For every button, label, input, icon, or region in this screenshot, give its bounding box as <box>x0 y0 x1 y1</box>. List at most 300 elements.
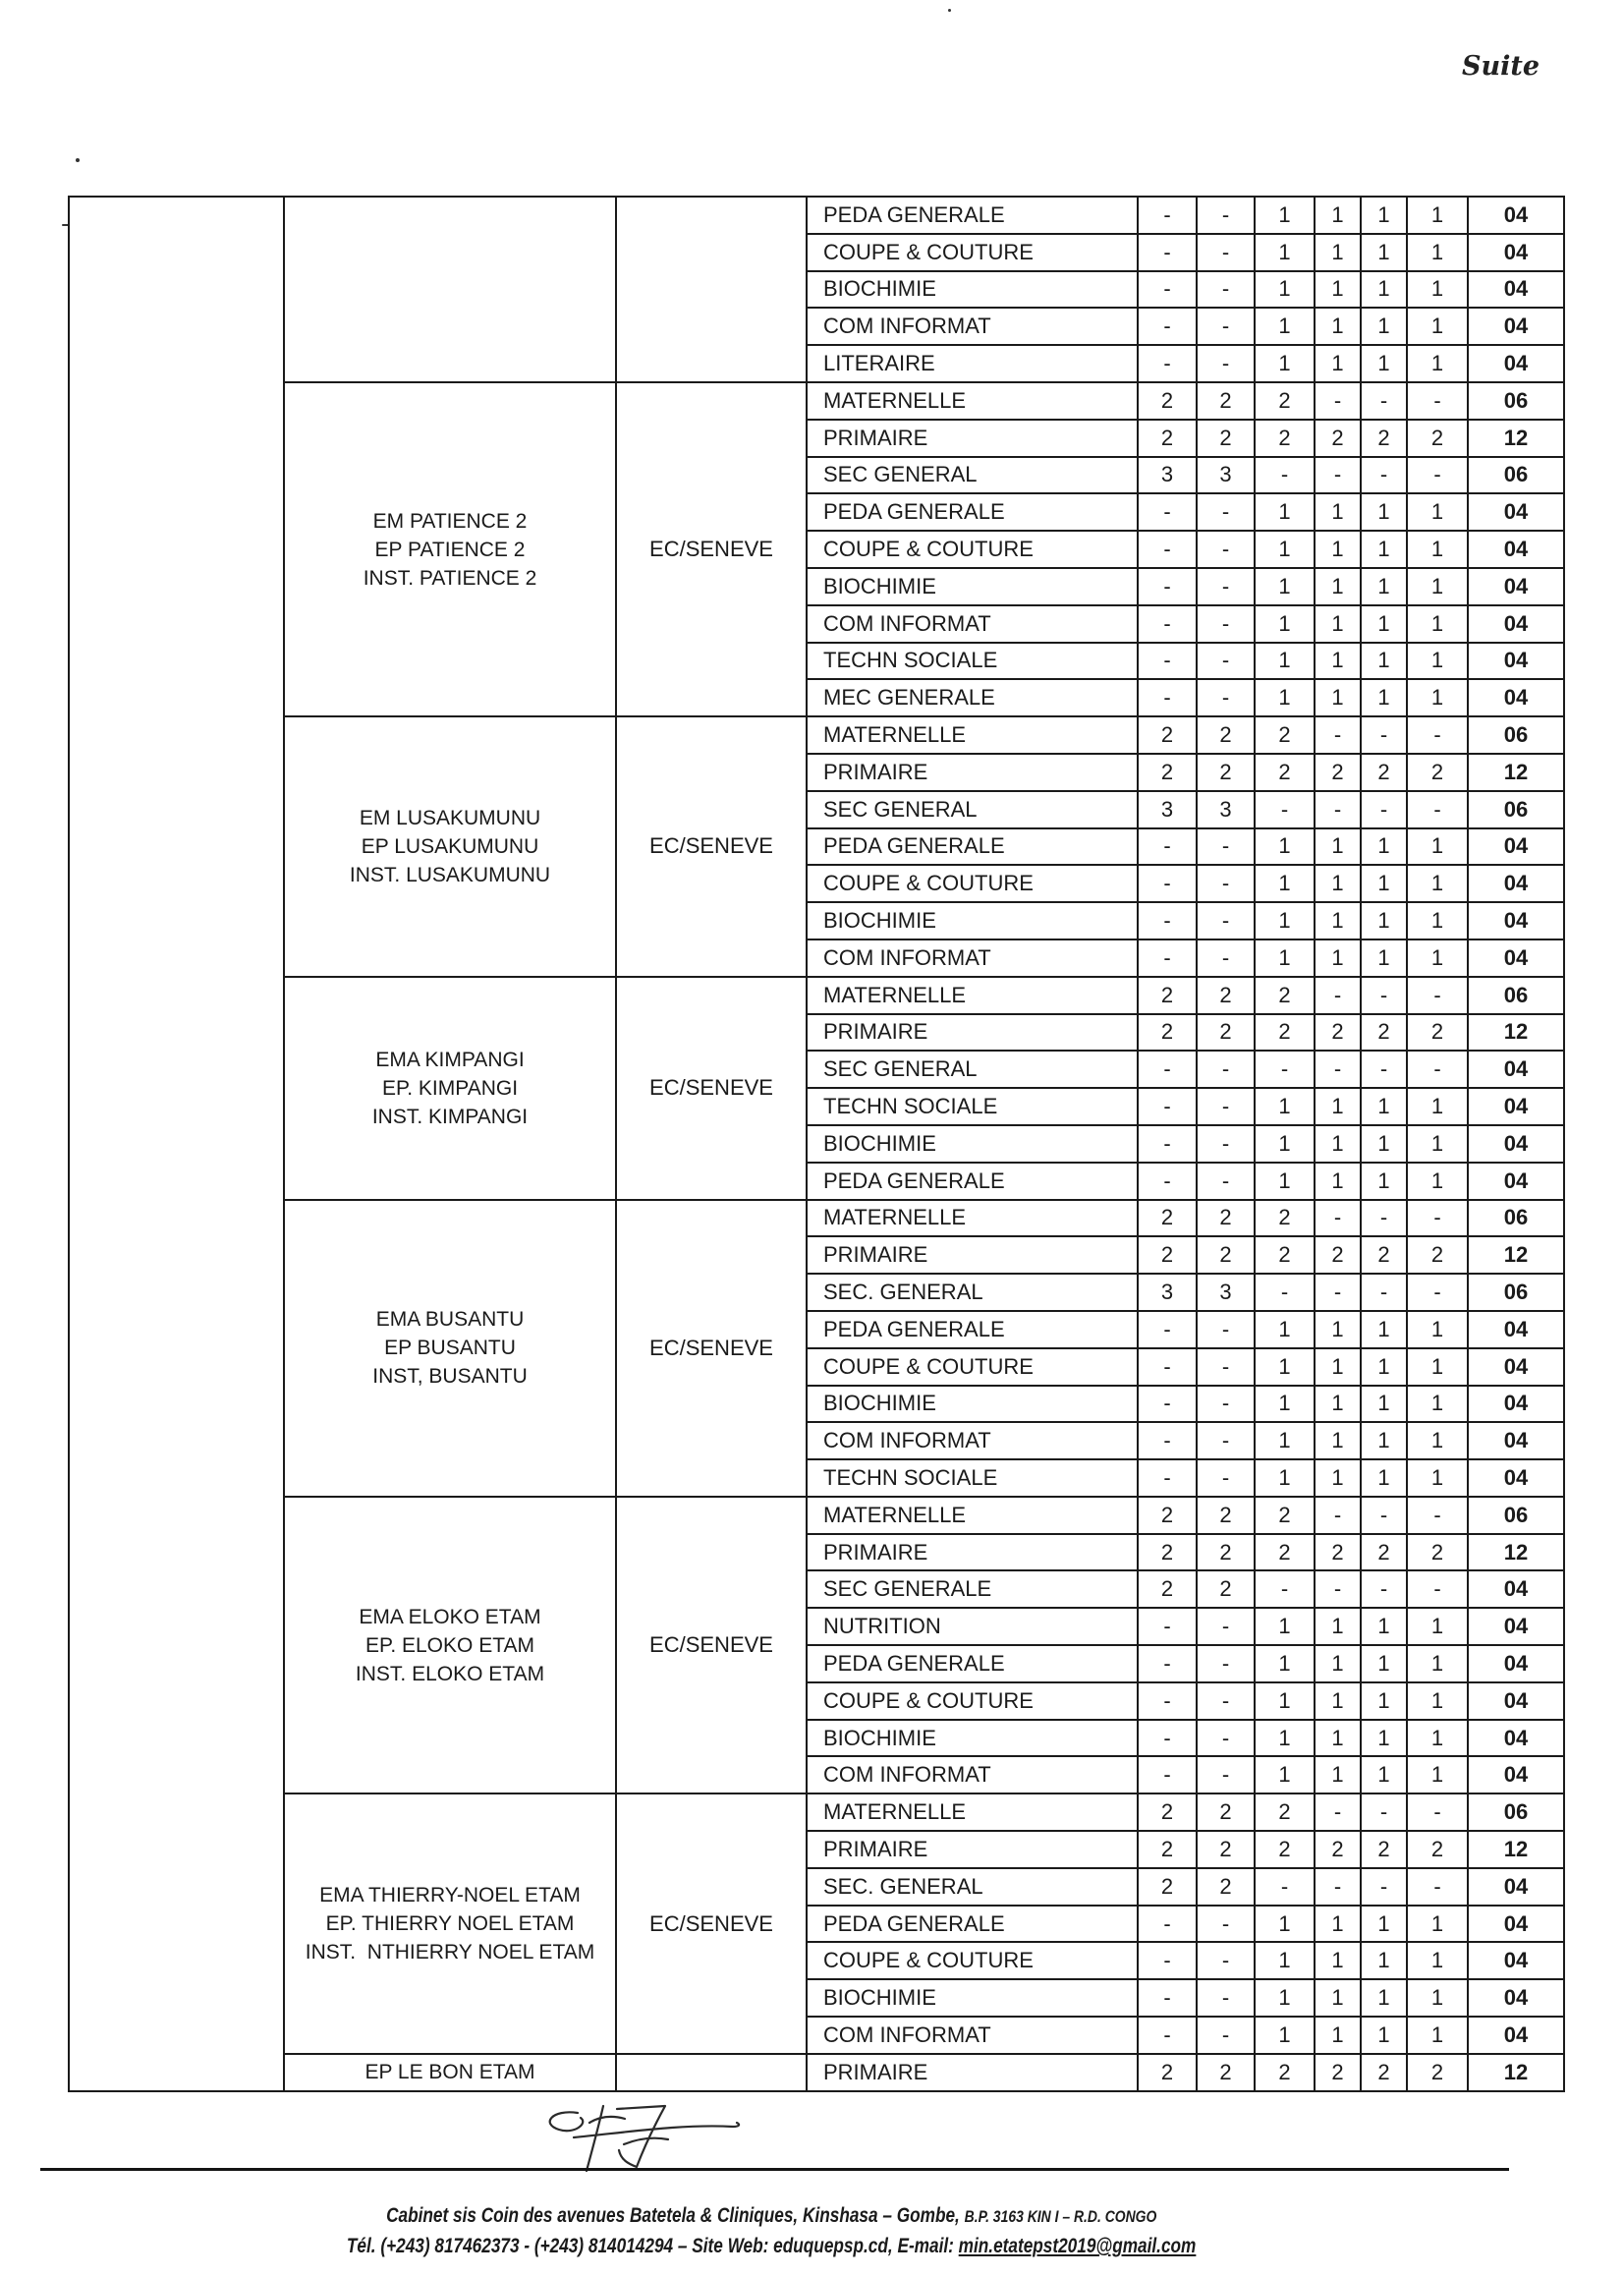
staffing-table <box>68 196 1565 2092</box>
total-cell: 06 <box>1468 1200 1564 1237</box>
class-count-cell: 1 <box>1315 531 1361 568</box>
total-cell: 04 <box>1468 1051 1564 1088</box>
school-name: EP. KIMPANGI <box>381 1076 519 1100</box>
email-address: min.etatepst2019@gmail.com <box>958 2235 1197 2257</box>
class-count-cell: 2 <box>1407 1831 1468 1868</box>
class-count-cell: 2 <box>1255 754 1315 791</box>
total-cell: 04 <box>1468 939 1564 977</box>
class-count-cell: - <box>1315 1868 1361 1906</box>
class-count-cell: - <box>1197 1459 1255 1497</box>
total-cell: 04 <box>1468 1906 1564 1943</box>
school-name: INST. PATIENCE 2 <box>363 566 537 590</box>
total-cell: 04 <box>1468 308 1564 345</box>
total-cell: 04 <box>1468 1125 1564 1163</box>
total-cell: 04 <box>1468 902 1564 939</box>
class-count-cell: - <box>1407 382 1468 420</box>
table-row <box>69 2054 1564 2091</box>
class-count-cell: - <box>1197 902 1255 939</box>
class-count-cell: - <box>1255 791 1315 828</box>
class-count-cell: 1 <box>1315 1979 1361 2017</box>
class-count-cell: 1 <box>1255 1088 1315 1125</box>
class-count-cell: - <box>1315 1570 1361 1608</box>
class-count-cell: - <box>1255 1051 1315 1088</box>
class-count-cell: 1 <box>1361 865 1407 902</box>
total-cell: 06 <box>1468 977 1564 1014</box>
total-cell: 04 <box>1468 493 1564 531</box>
school-names-cell <box>284 977 616 1200</box>
class-count-cell: - <box>1255 1868 1315 1906</box>
option-cell: BIOCHIMIE <box>807 1979 1138 2017</box>
class-count-cell: 2 <box>1315 2054 1361 2091</box>
class-count-cell: - <box>1407 1200 1468 1237</box>
total-cell: 04 <box>1468 1682 1564 1720</box>
class-count-cell: 2 <box>1197 382 1255 420</box>
school-name: EP LUSAKUMUNU <box>361 834 539 858</box>
class-count-cell: 1 <box>1361 308 1407 345</box>
class-count-cell: - <box>1138 828 1197 866</box>
option-cell: SEC GENERAL <box>807 791 1138 828</box>
class-count-cell: 2 <box>1315 1014 1361 1052</box>
class-count-cell: 1 <box>1407 1942 1468 1979</box>
class-count-cell: 1 <box>1407 1163 1468 1200</box>
class-count-cell: 1 <box>1361 1720 1407 1757</box>
class-count-cell: 1 <box>1315 865 1361 902</box>
class-count-cell: 2 <box>1361 1831 1407 1868</box>
class-count-cell: 1 <box>1255 1756 1315 1793</box>
total-cell: 04 <box>1468 1942 1564 1979</box>
class-count-cell: 2 <box>1315 420 1361 457</box>
option-cell: PEDA GENERALE <box>807 1163 1138 1200</box>
school-name: EMA ELOKO ETAM <box>359 1605 541 1628</box>
class-count-cell: 1 <box>1255 605 1315 643</box>
school-name: EMA BUSANTU <box>375 1308 525 1332</box>
class-count-cell: 2 <box>1255 1534 1315 1571</box>
class-count-cell: - <box>1138 865 1197 902</box>
class-count-cell: - <box>1197 1645 1255 1682</box>
class-count-cell: 1 <box>1407 1088 1468 1125</box>
class-count-cell: - <box>1138 679 1197 716</box>
class-count-cell: 1 <box>1315 1311 1361 1348</box>
class-count-cell: 1 <box>1361 1682 1407 1720</box>
class-count-cell: 1 <box>1361 828 1407 866</box>
class-count-cell: 1 <box>1255 1906 1315 1943</box>
class-count-cell: 1 <box>1407 493 1468 531</box>
option-cell: PRIMAIRE <box>807 1534 1138 1571</box>
class-count-cell: - <box>1138 1088 1197 1125</box>
class-count-cell: 3 <box>1138 791 1197 828</box>
total-cell: 04 <box>1468 1645 1564 1682</box>
total-cell: 04 <box>1468 531 1564 568</box>
class-count-cell: - <box>1407 1274 1468 1311</box>
class-count-cell: 2 <box>1361 754 1407 791</box>
school-name: INST. KIMPANGI <box>371 1105 529 1128</box>
class-count-cell: 1 <box>1315 1608 1361 1645</box>
class-count-cell: 1 <box>1361 902 1407 939</box>
class-count-cell: 1 <box>1407 1386 1468 1423</box>
option-cell: COUPE & COUTURE <box>807 1682 1138 1720</box>
class-count-cell: 1 <box>1361 197 1407 234</box>
class-count-cell: 1 <box>1255 197 1315 234</box>
class-count-cell: 2 <box>1197 1534 1255 1571</box>
class-count-cell: 2 <box>1197 754 1255 791</box>
class-count-cell: 1 <box>1407 1682 1468 1720</box>
class-count-cell: - <box>1197 1311 1255 1348</box>
management-cell: EC/SENEVE <box>616 1200 807 1497</box>
class-count-cell: 1 <box>1407 308 1468 345</box>
class-count-cell: 2 <box>1255 1014 1315 1052</box>
class-count-cell: 2 <box>1407 2054 1468 2091</box>
class-count-cell: - <box>1197 1720 1255 1757</box>
total-cell: 12 <box>1468 1534 1564 1571</box>
class-count-cell: 1 <box>1361 1645 1407 1682</box>
table-row <box>69 1497 1564 1534</box>
management-cell: EC/SENEVE <box>616 716 807 977</box>
school-name: INST. NTHIERRY NOEL ETAM <box>305 1941 595 1964</box>
total-cell: 06 <box>1468 791 1564 828</box>
option-cell: NUTRITION <box>807 1608 1138 1645</box>
scan-speck <box>76 158 80 162</box>
contact-details: Tél. (+243) 817462373 - (+243) 814014294 – Site Web: eduquepsp.cd, E-mail: <box>346 2235 954 2257</box>
option-cell: COM INFORMAT <box>807 308 1138 345</box>
class-count-cell: 1 <box>1407 2017 1468 2054</box>
total-cell: 04 <box>1468 1311 1564 1348</box>
class-count-cell: 1 <box>1315 679 1361 716</box>
option-cell: COUPE & COUTURE <box>807 234 1138 271</box>
class-count-cell: - <box>1361 1793 1407 1831</box>
option-cell: TECHN SOCIALE <box>807 1459 1138 1497</box>
class-count-cell: - <box>1315 1793 1361 1831</box>
class-count-cell: 2 <box>1255 1831 1315 1868</box>
class-count-cell: - <box>1197 1163 1255 1200</box>
class-count-cell: 1 <box>1255 1125 1315 1163</box>
option-cell: SEC GENERAL <box>807 457 1138 494</box>
class-count-cell: 1 <box>1315 643 1361 680</box>
class-count-cell: 2 <box>1315 1236 1361 1274</box>
management-cell: EC/SENEVE <box>616 1497 807 1793</box>
option-cell: COM INFORMAT <box>807 605 1138 643</box>
class-count-cell: 1 <box>1255 1608 1315 1645</box>
class-count-cell: - <box>1315 791 1361 828</box>
table-row <box>69 1200 1564 1237</box>
school-name: EP PATIENCE 2 <box>374 538 526 561</box>
class-count-cell: - <box>1197 1051 1255 1088</box>
class-count-cell: - <box>1361 382 1407 420</box>
class-count-cell: 2 <box>1361 420 1407 457</box>
class-count-cell: - <box>1138 1942 1197 1979</box>
option-cell: BIOCHIMIE <box>807 1125 1138 1163</box>
management-cell: EC/SENEVE <box>616 382 807 716</box>
class-count-cell: - <box>1361 716 1407 754</box>
total-cell: 04 <box>1468 1459 1564 1497</box>
class-count-cell: - <box>1407 1051 1468 1088</box>
class-count-cell: - <box>1138 1645 1197 1682</box>
total-cell: 12 <box>1468 754 1564 791</box>
class-count-cell: 3 <box>1138 457 1197 494</box>
class-count-cell: - <box>1197 308 1255 345</box>
total-cell: 12 <box>1468 420 1564 457</box>
class-count-cell: 1 <box>1255 679 1315 716</box>
school-names-cell <box>284 1497 616 1793</box>
class-count-cell: - <box>1255 1570 1315 1608</box>
class-count-cell: - <box>1361 1497 1407 1534</box>
option-cell: COM INFORMAT <box>807 939 1138 977</box>
class-count-cell: 2 <box>1197 1831 1255 1868</box>
option-cell: BIOCHIMIE <box>807 1720 1138 1757</box>
table-row <box>69 716 1564 754</box>
class-count-cell: 2 <box>1197 1570 1255 1608</box>
class-count-cell: 2 <box>1255 2054 1315 2091</box>
class-count-cell: - <box>1197 1125 1255 1163</box>
option-cell: COM INFORMAT <box>807 1756 1138 1793</box>
class-count-cell: 1 <box>1407 902 1468 939</box>
class-count-cell: - <box>1138 197 1197 234</box>
class-count-cell: - <box>1138 1163 1197 1200</box>
total-cell: 04 <box>1468 1608 1564 1645</box>
class-count-cell: 1 <box>1315 605 1361 643</box>
class-count-cell: - <box>1138 1125 1197 1163</box>
management-cell <box>616 2054 807 2091</box>
class-count-cell: 1 <box>1255 828 1315 866</box>
class-count-cell: 2 <box>1197 977 1255 1014</box>
class-count-cell: - <box>1361 1051 1407 1088</box>
option-cell: COUPE & COUTURE <box>807 1348 1138 1386</box>
option-cell: MATERNELLE <box>807 1497 1138 1534</box>
option-cell: COM INFORMAT <box>807 1422 1138 1459</box>
class-count-cell: - <box>1138 531 1197 568</box>
class-count-cell: 1 <box>1407 531 1468 568</box>
total-cell: 04 <box>1468 1348 1564 1386</box>
class-count-cell: 1 <box>1315 1386 1361 1423</box>
class-count-cell: 1 <box>1407 1125 1468 1163</box>
class-count-cell: 2 <box>1138 1831 1197 1868</box>
class-count-cell: 1 <box>1255 345 1315 382</box>
class-count-cell: 2 <box>1255 1793 1315 1831</box>
class-count-cell: - <box>1197 1979 1255 2017</box>
class-count-cell: 1 <box>1407 234 1468 271</box>
school-name: EP LE BON ETAM <box>364 2061 535 2084</box>
class-count-cell: 1 <box>1315 1088 1361 1125</box>
class-count-cell: - <box>1138 234 1197 271</box>
class-count-cell: 1 <box>1315 1942 1361 1979</box>
class-count-cell: - <box>1138 902 1197 939</box>
total-cell: 04 <box>1468 1570 1564 1608</box>
total-cell: 04 <box>1468 234 1564 271</box>
class-count-cell: 3 <box>1197 791 1255 828</box>
total-cell: 04 <box>1468 1979 1564 2017</box>
class-count-cell: - <box>1197 1942 1255 1979</box>
total-cell: 04 <box>1468 643 1564 680</box>
class-count-cell: - <box>1197 1422 1255 1459</box>
total-cell: 04 <box>1468 197 1564 234</box>
school-name: EMA THIERRY-NOEL ETAM <box>319 1884 581 1907</box>
signature <box>531 2093 756 2177</box>
total-cell: 12 <box>1468 1236 1564 1274</box>
total-cell: 04 <box>1468 1386 1564 1423</box>
class-count-cell: 1 <box>1361 531 1407 568</box>
class-count-cell: 1 <box>1255 902 1315 939</box>
class-count-cell: 2 <box>1197 1497 1255 1534</box>
total-cell: 04 <box>1468 271 1564 309</box>
class-count-cell: - <box>1138 1051 1197 1088</box>
class-count-cell: 1 <box>1407 1906 1468 1943</box>
school-names-cell <box>284 1200 616 1497</box>
class-count-cell: 3 <box>1197 457 1255 494</box>
class-count-cell: - <box>1407 1497 1468 1534</box>
class-count-cell: - <box>1315 1051 1361 1088</box>
class-count-cell: 2 <box>1138 1868 1197 1906</box>
class-count-cell: 1 <box>1407 271 1468 309</box>
class-count-cell: 1 <box>1315 234 1361 271</box>
total-cell: 04 <box>1468 865 1564 902</box>
class-count-cell: - <box>1197 865 1255 902</box>
option-cell: TECHN SOCIALE <box>807 1088 1138 1125</box>
class-count-cell: - <box>1361 1200 1407 1237</box>
left-blank-column <box>69 197 284 2091</box>
option-cell: BIOCHIMIE <box>807 568 1138 605</box>
class-count-cell: 2 <box>1138 716 1197 754</box>
class-count-cell: 2 <box>1361 1014 1407 1052</box>
class-count-cell: 1 <box>1315 1756 1361 1793</box>
class-count-cell: 2 <box>1255 716 1315 754</box>
class-count-cell: - <box>1255 1274 1315 1311</box>
class-count-cell: - <box>1197 345 1255 382</box>
option-cell: MATERNELLE <box>807 977 1138 1014</box>
class-count-cell: - <box>1407 1868 1468 1906</box>
class-count-cell: - <box>1138 1422 1197 1459</box>
class-count-cell: - <box>1138 939 1197 977</box>
class-count-cell: 1 <box>1361 1979 1407 2017</box>
class-count-cell: - <box>1138 1756 1197 1793</box>
class-count-cell: 1 <box>1315 1422 1361 1459</box>
total-cell: 06 <box>1468 1497 1564 1534</box>
class-count-cell: 2 <box>1255 1236 1315 1274</box>
class-count-cell: - <box>1138 605 1197 643</box>
class-count-cell: 2 <box>1138 1534 1197 1571</box>
total-cell: 04 <box>1468 605 1564 643</box>
total-cell: 04 <box>1468 828 1564 866</box>
school-name: EM LUSAKUMUNU <box>359 806 541 829</box>
footer-contact <box>0 2235 1542 2258</box>
class-count-cell: 1 <box>1407 345 1468 382</box>
class-count-cell: 1 <box>1361 345 1407 382</box>
total-cell: 04 <box>1468 345 1564 382</box>
class-count-cell: - <box>1138 1459 1197 1497</box>
class-count-cell: 2 <box>1197 1236 1255 1274</box>
class-count-cell: - <box>1197 1756 1255 1793</box>
class-count-cell: 1 <box>1361 234 1407 271</box>
class-count-cell: 2 <box>1361 1236 1407 1274</box>
total-cell: 06 <box>1468 382 1564 420</box>
option-cell: PEDA GENERALE <box>807 493 1138 531</box>
class-count-cell: 1 <box>1255 234 1315 271</box>
option-cell: PRIMAIRE <box>807 1014 1138 1052</box>
class-count-cell: - <box>1138 1311 1197 1348</box>
address-main: Cabinet sis Coin des avenues Batetela & Cliniques, Kinshasa – Gombe, <box>385 2204 960 2227</box>
class-count-cell: - <box>1197 197 1255 234</box>
class-count-cell: 1 <box>1255 1163 1315 1200</box>
footer-rule <box>40 2168 1509 2171</box>
class-count-cell: 1 <box>1315 308 1361 345</box>
class-count-cell: 1 <box>1315 828 1361 866</box>
class-count-cell: - <box>1315 382 1361 420</box>
class-count-cell: - <box>1138 1682 1197 1720</box>
class-count-cell: 2 <box>1407 754 1468 791</box>
class-count-cell: 2 <box>1255 1497 1315 1534</box>
total-cell: 04 <box>1468 1088 1564 1125</box>
school-name: EP BUSANTU <box>384 1337 516 1360</box>
class-count-cell: 2 <box>1407 420 1468 457</box>
class-count-cell: - <box>1407 457 1468 494</box>
class-count-cell: 1 <box>1361 1163 1407 1200</box>
class-count-cell: 1 <box>1407 1608 1468 1645</box>
class-count-cell: - <box>1361 1274 1407 1311</box>
class-count-cell: 1 <box>1407 643 1468 680</box>
option-cell: PRIMAIRE <box>807 2054 1138 2091</box>
option-cell: PEDA GENERALE <box>807 1645 1138 1682</box>
class-count-cell: - <box>1315 1274 1361 1311</box>
total-cell: 06 <box>1468 457 1564 494</box>
management-cell <box>616 197 807 382</box>
school-name: INST, BUSANTU <box>372 1365 528 1389</box>
class-count-cell: - <box>1361 457 1407 494</box>
total-cell: 12 <box>1468 1831 1564 1868</box>
class-count-cell: 1 <box>1315 1459 1361 1497</box>
class-count-cell: 2 <box>1407 1534 1468 1571</box>
class-count-cell: 1 <box>1407 828 1468 866</box>
class-count-cell: 2 <box>1197 1793 1255 1831</box>
table-body <box>69 197 1564 2091</box>
class-count-cell: 2 <box>1138 1236 1197 1274</box>
option-cell: MATERNELLE <box>807 1200 1138 1237</box>
class-count-cell: - <box>1315 716 1361 754</box>
class-count-cell: 1 <box>1315 1125 1361 1163</box>
option-cell: PEDA GENERALE <box>807 1906 1138 1943</box>
class-count-cell: 1 <box>1315 1645 1361 1682</box>
continuation-note: Suite <box>1462 51 1540 82</box>
class-count-cell: 2 <box>1361 2054 1407 2091</box>
class-count-cell: 2 <box>1315 754 1361 791</box>
class-count-cell: 1 <box>1315 1163 1361 1200</box>
management-cell: EC/SENEVE <box>616 1793 807 2054</box>
class-count-cell: - <box>1197 1088 1255 1125</box>
class-count-cell: - <box>1197 828 1255 866</box>
class-count-cell: - <box>1315 977 1361 1014</box>
class-count-cell: 1 <box>1315 902 1361 939</box>
class-count-cell: 1 <box>1255 643 1315 680</box>
class-count-cell: - <box>1197 1906 1255 1943</box>
class-count-cell: 1 <box>1361 2017 1407 2054</box>
class-count-cell: 1 <box>1361 1348 1407 1386</box>
address-postal: B.P. 3163 KIN I – R.D. CONGO <box>964 2207 1157 2226</box>
school-names-cell <box>284 382 616 716</box>
option-cell: SEC GENERALE <box>807 1570 1138 1608</box>
class-count-cell: - <box>1315 457 1361 494</box>
option-cell: COUPE & COUTURE <box>807 1942 1138 1979</box>
total-cell: 06 <box>1468 1793 1564 1831</box>
class-count-cell: 1 <box>1407 1459 1468 1497</box>
class-count-cell: 1 <box>1361 1311 1407 1348</box>
management-cell: EC/SENEVE <box>616 977 807 1200</box>
class-count-cell: 2 <box>1138 420 1197 457</box>
class-count-cell: - <box>1138 1720 1197 1757</box>
class-count-cell: 1 <box>1255 1386 1315 1423</box>
class-count-cell: - <box>1138 1386 1197 1423</box>
class-count-cell: 1 <box>1315 1682 1361 1720</box>
total-cell: 04 <box>1468 1720 1564 1757</box>
table-row <box>69 977 1564 1014</box>
class-count-cell: 1 <box>1361 679 1407 716</box>
class-count-cell: - <box>1197 1386 1255 1423</box>
